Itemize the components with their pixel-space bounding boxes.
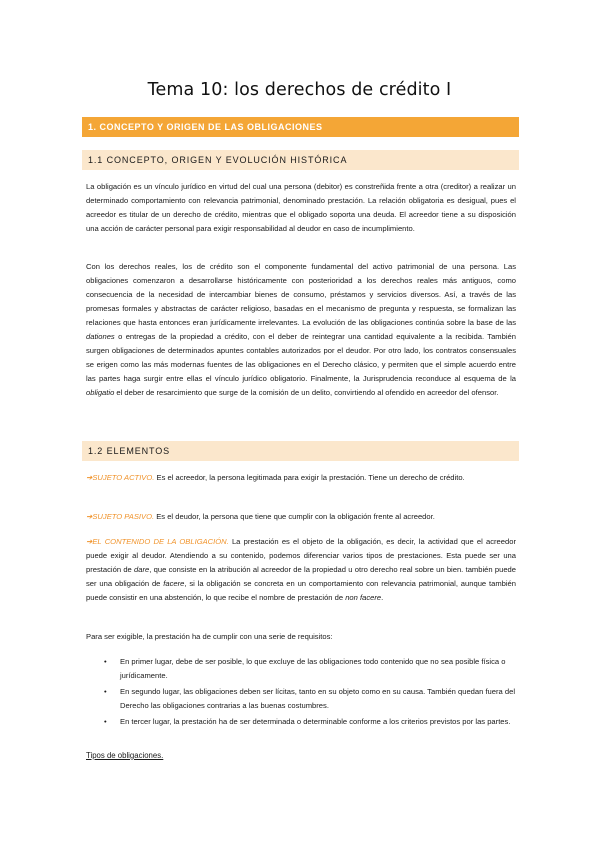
paragraph-sujeto-activo [86, 471, 516, 485]
text-span: Con los derechos reales, los de crédito son el componente fundamental del activo patrimonial de una persona. Las obligaciones comenzaron a desarrollarse históricamente con posterioridad a los derechos reales más antiguos, como consecuencia de la necesidad de intercambiar bienes de consumo, préstamos y servicios diversos. Así, a través de las promesas formales y abstractas de carácter religioso, basadas en el mecanismo de pregunta y respuesta, se formalizan las relaciones que hasta entonces eran jurídicamente irrelevantes. La evolución de las obligaciones continúa sobre la base de las [86, 262, 516, 327]
paragraph-history [86, 260, 516, 400]
paragraph-requisitos: Para ser exigible, la prestación ha de cumplir con una serie de requisitos: [86, 632, 333, 641]
text-span: el deber de resarcimiento que surge de la comisión de un delito, convirtiendo al ofendido en acreedor del ofensor. [114, 388, 499, 397]
italic-term-non-facere: non facere [345, 593, 382, 602]
list-item [86, 715, 516, 729]
lead-sujeto-activo: ➔SUJETO ACTIVO. [86, 473, 155, 482]
bullet-icon: • [104, 687, 107, 696]
text-span: o entregas de la propiedad a crédito, con el deber de reintegrar una cantidad equivalente a la recibida. También surgen obligaciones de determinados apuntes contables autorizados por el deudor. Por otro lado, los contratos consensuales se erigen como las más modernas fuentes de las obligaciones en el Derecho clásico, y permiten que el simple acuerdo entre las partes haga surgir entre ellas el vínculo jurídico obligatorio. Finalmente, la Jurisprudencia reconduce al esquema de la [86, 332, 516, 383]
section-heading-1-2: 1.2 ELEMENTOS [82, 441, 519, 461]
section-heading-1: 1. CONCEPTO Y ORIGEN DE LAS OBLIGACIONES [82, 117, 519, 137]
list-item-text: En primer lugar, debe de ser posible, lo que excluye de las obligaciones todo contenido que no sea posible física o jurídicamente. [120, 657, 506, 680]
bullet-icon: • [104, 717, 107, 726]
lead-contenido: ➔EL CONTENIDO DE LA OBLIGACIÓN. [86, 537, 229, 546]
italic-term-dare: dare [134, 565, 150, 574]
text-span: . [381, 593, 384, 602]
list-item [86, 685, 516, 713]
italic-term-facere: facere [163, 579, 185, 588]
list-item-text: En segundo lugar, las obligaciones deben ser lícitas, tanto en su objeto como en su causa. También quedan fuera del Derecho las obligaciones contrarias a las buenas costumbres. [120, 687, 515, 710]
section-heading-1-1: 1.1 CONCEPTO, ORIGEN Y EVOLUCIÓN HISTÓRICA [82, 150, 519, 170]
text-span: La prestación es el objeto de la obligación, es decir, la actividad que el acreedor puede exigir al deudor. Atendiendo a su contenido, podemos diferenciar varios tipos de prestaciones. Esta puede ser una prestación de [86, 537, 516, 574]
bullet-icon: • [104, 657, 107, 666]
paragraph-concept: La obligación es un vínculo jurídico en virtud del cual una persona (debitor) es constreñida frente a otra (creditor) a realizar un determinado comportamiento con relevancia patrimonial, denominado prestación. La relación obligatoria es desigual, pues el acreedor es titular de un derecho de crédito, mientras que el obligado soporta una deuda. El acreedor tiene a su disposición una acción de carácter personal para exigir responsabilidad al deudor en caso de incumplimiento. [86, 182, 516, 233]
paragraph-sujeto-pasivo [86, 510, 516, 524]
requirements-list [86, 655, 516, 731]
lead-sujeto-pasivo: ➔SUJETO PASIVO. [86, 512, 155, 521]
italic-term-obligatio: obligatio [86, 388, 115, 397]
paragraph-contenido [86, 535, 516, 605]
list-item [86, 655, 516, 683]
text-span: Es el acreedor, la persona legitimada para exigir la prestación. Tiene un derecho de crédito. [154, 473, 465, 482]
text-span: , si la obligación se concreta en un comportamiento con relevancia patrimonial, aunque también puede consistir en una abstención, lo que recibe el nombre de prestación de [86, 579, 516, 602]
subheading-tipos: Tipos de obligaciones. [86, 751, 164, 760]
page-title: Tema 10: los derechos de crédito I [147, 80, 452, 100]
text-span: Es el deudor, la persona que tiene que cumplir con la obligación frente al acreedor. [154, 512, 435, 521]
text-span: , que consiste en la atribución al acreedor de la propiedad u otro derecho real sobre un bien. también puede ser una obligación de [86, 565, 516, 588]
italic-term-dationes: dationes [86, 332, 115, 341]
list-item-text: En tercer lugar, la prestación ha de ser determinada o determinable conforme a los criterios previstos por las partes. [120, 717, 511, 726]
